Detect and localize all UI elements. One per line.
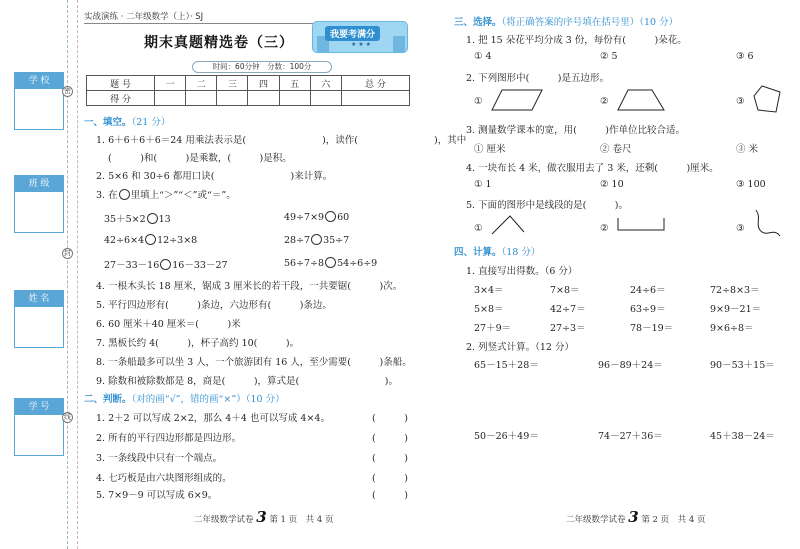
calc-item: 7×8＝ [550,285,580,296]
question-3 [96,187,236,201]
footer-label: 二年级数学试卷 [194,515,254,525]
page-2 [448,0,788,549]
calc-item: 9×9－21＝ [710,304,762,315]
compare-left: 35＋5×2 [104,214,146,225]
question-7: 7. 黑板长约 4( )，杯子高约 10( )。 [96,338,300,349]
page-title: 期末真题精选卷（三） [144,35,294,51]
choice-option[interactable]: ③ [736,96,745,107]
section-calculate [454,244,540,258]
score-cell[interactable] [310,91,341,106]
line-segment-icon [616,214,666,234]
calc-1-title: 1. 直接写出得数。（6 分） [466,266,578,277]
vertical-calc-item: 65－15＋28＝ [474,360,539,371]
full-score-badge [312,21,408,53]
compare-item [104,234,197,246]
calc-item: 5×8＝ [474,304,504,315]
building-icon [393,36,405,52]
compare-left: 49÷7×9 [284,212,325,223]
compare-item [104,211,171,225]
calc-item: 72÷8×3＝ [710,285,760,296]
judge-item: 5. 7×9－9 可以写成 6×9。 [96,490,218,501]
calc-item: 78－19＝ [630,323,674,334]
curve-line-icon [752,206,782,240]
section-note: （21 分） [131,117,171,128]
question-9: 9. 除数和被除数都是 8，商是( )，算式是( )。 [96,376,398,387]
choice-option[interactable]: ③ 100 [736,179,766,190]
choice-option[interactable]: ① [474,96,483,107]
question-3-lead: 里填上“＞”“＜”或“＝”。 [130,190,236,201]
compare-left: 42÷6×4 [104,235,145,246]
section-title: 四、计算。 [454,247,502,258]
footer-page: 第 1 页 共 4 页 [269,515,334,525]
choice-option[interactable]: ③ [736,223,745,234]
answer-circle[interactable] [325,257,336,268]
compare-right: 54÷6÷9 [337,258,378,269]
compare-left: 56÷7÷8 [284,258,325,269]
series-header: 实战演练 · 二年级数学（上）· SJ [84,12,204,22]
score-cell[interactable] [341,91,409,106]
vertical-calc-item: 50－26＋49＝ [474,431,539,442]
table-header: 总 分 [341,76,409,91]
choice-option[interactable]: ① 厘米 [474,144,506,155]
judge-item: 1. 2＋2 可以写成 2×2，那么 4＋4 也可以写成 4×4。 [96,413,330,424]
binding-strip [0,0,78,549]
answer-circle[interactable] [311,234,322,245]
section-title: 一、填空。 [84,117,132,128]
calc-item: 42÷7＝ [550,304,586,315]
compare-item [104,257,228,271]
judge-item: 4. 七巧板是由六块图形组成的。 [96,473,232,484]
calc-item: 9×6÷8＝ [710,323,754,334]
table-header: 题 号 [87,76,155,91]
badge-text: 我要考满分 [325,26,380,41]
question-5: 5. 平行四边形有( )条边，六边形有( )条边。 [96,300,332,311]
calc-item: 63÷9＝ [630,304,666,315]
choice-option[interactable]: ① 1 [474,179,492,190]
school-field[interactable] [14,72,64,130]
compare-right: 35÷7 [323,235,350,246]
trapezoid-icon [616,88,666,112]
calc-item: 24÷6＝ [630,285,666,296]
question-3-lead: 3. 在 [96,190,118,201]
judge-item: 2. 所有的平行四边形都是四边形。 [96,433,242,444]
score-table [86,75,410,106]
section-title: 三、选择。 [454,17,502,28]
section-title: 二、判断。 [84,394,132,405]
choice-option[interactable]: ③ 6 [736,51,754,62]
question-4: 4. 一根木头长 18 厘米，锯成 3 厘米长的若干段，一共要锯( )次。 [96,281,403,292]
choice-option[interactable]: ① 4 [474,51,492,62]
vertical-calc-item: 45＋38－24＝ [710,431,775,442]
compare-left: 27－33－16 [104,260,160,271]
compare-circle-icon [119,189,130,200]
seal-mark: 封 [64,249,71,257]
table-header: 六 [310,76,341,91]
question-8: 8. 一条船最多可以坐 3 人，一个旅游团有 16 人，至少需要( )条船。 [96,357,412,368]
choice-question: 5. 下面的图形中是线段的是( )。 [466,200,628,211]
angle-shape-icon [490,212,526,236]
compare-item [284,211,349,223]
question-1a: 1. 6＋6＋6＋6＝24 用乘法表示是( )，读作( )，其中 [96,135,467,146]
question-1b: ( )和( )是乘数，( )是积。 [108,153,292,164]
judge-answer[interactable]: ( ) [372,413,408,424]
judge-answer[interactable]: ( ) [372,433,408,444]
section-note: （18 分） [501,247,541,258]
compare-right: 12÷3×8 [157,235,198,246]
calc-2-title: 2. 列竖式计算。（12 分） [466,342,574,353]
name-label: 姓 名 [15,291,63,307]
score-table-row [87,91,410,106]
choice-question: 2. 下列图形中( )是五边形。 [466,73,609,84]
judge-answer[interactable]: ( ) [372,490,408,501]
student-id-field[interactable] [14,398,64,456]
judge-item: 3. 一条线段中只有一个端点。 [96,453,223,464]
choice-question: 1. 把 15 朵花平均分成 3 份，每份有( )朵花。 [466,35,687,46]
vertical-calc-item: 96－89＋24＝ [598,360,663,371]
calc-item: 27÷3＝ [550,323,586,334]
seal-mark: 线 [64,413,71,421]
choice-question: 3. 测量数学课本的宽，用( )作单位比较合适。 [466,125,685,136]
section-choice [454,14,678,28]
page-footer [566,508,705,526]
section-judge [84,391,285,405]
score-row-label: 得 分 [87,91,155,106]
school-label: 学 校 [15,73,63,89]
vertical-calc-item: 74－27＋36＝ [598,431,663,442]
score-cell[interactable] [155,91,186,106]
compare-right: 13 [158,214,171,225]
badge-stars: ★ ★ ★ [351,41,371,48]
compare-right: 60 [337,212,350,223]
score-cell[interactable] [279,91,310,106]
choice-option[interactable]: ② 5 [600,51,618,62]
compare-right: 16－33－27 [172,260,228,271]
score-table-header-row [87,76,410,91]
footer-paper-number: 3 [628,508,639,526]
section-note: （对的画“√”，错的画“×”）（10 分） [131,394,285,405]
judge-answer[interactable]: ( ) [372,473,408,484]
student-id-label: 学 号 [15,399,63,415]
page-1 [84,0,467,549]
choice-option[interactable]: ③ 米 [736,144,759,155]
answer-circle[interactable] [160,259,171,270]
table-header: 二 [186,76,217,91]
judge-answer[interactable]: ( ) [372,453,408,464]
question-6: 6. 60 厘米＋40 厘米＝( )米 [96,319,241,330]
choice-option[interactable]: ② [600,96,609,107]
compare-left: 28÷7 [284,235,311,246]
choice-question: 4. 一块布长 4 米，做衣服用去了 3 米，还剩( )厘米。 [466,163,719,174]
compare-item [284,234,349,246]
calc-item: 3×4＝ [474,285,504,296]
score-cell[interactable] [248,91,279,106]
choice-option[interactable]: ② 10 [600,179,624,190]
pentagon-icon [752,84,782,114]
table-header: 四 [248,76,279,91]
seal-mark: 密 [64,87,71,95]
parallelogram-icon [490,88,544,112]
table-header: 三 [217,76,248,91]
answer-circle[interactable] [325,211,336,222]
footer-paper-number: 3 [256,508,267,526]
answer-circle[interactable] [145,234,156,245]
calc-item: 27＋9＝ [474,323,512,334]
choice-option[interactable]: ② [600,223,609,234]
time-info: 时间：60分钟 分数：100分 [192,61,332,73]
footer-label: 二年级数学试卷 [566,515,626,525]
score-cell[interactable] [186,91,217,106]
class-label: 班 级 [15,176,63,192]
score-cell[interactable] [217,91,248,106]
seal-line [67,0,68,549]
section-note: （将正确答案的序号填在括号里）（10 分） [501,17,679,28]
section-fill-blank [84,114,170,128]
answer-circle[interactable] [147,213,158,224]
footer-page: 第 2 页 共 4 页 [641,515,706,525]
name-field[interactable] [14,290,64,348]
table-header: 五 [279,76,310,91]
question-2: 2. 5×6 和 30÷6 都用口诀( )来计算。 [96,171,333,182]
table-header: 一 [155,76,186,91]
choice-option[interactable]: ① [474,223,483,234]
page-footer [194,508,333,526]
class-field[interactable] [14,175,64,233]
vertical-calc-item: 90－53＋15＝ [710,360,775,371]
choice-option[interactable]: ② 卷尺 [600,144,632,155]
compare-item [284,257,377,269]
